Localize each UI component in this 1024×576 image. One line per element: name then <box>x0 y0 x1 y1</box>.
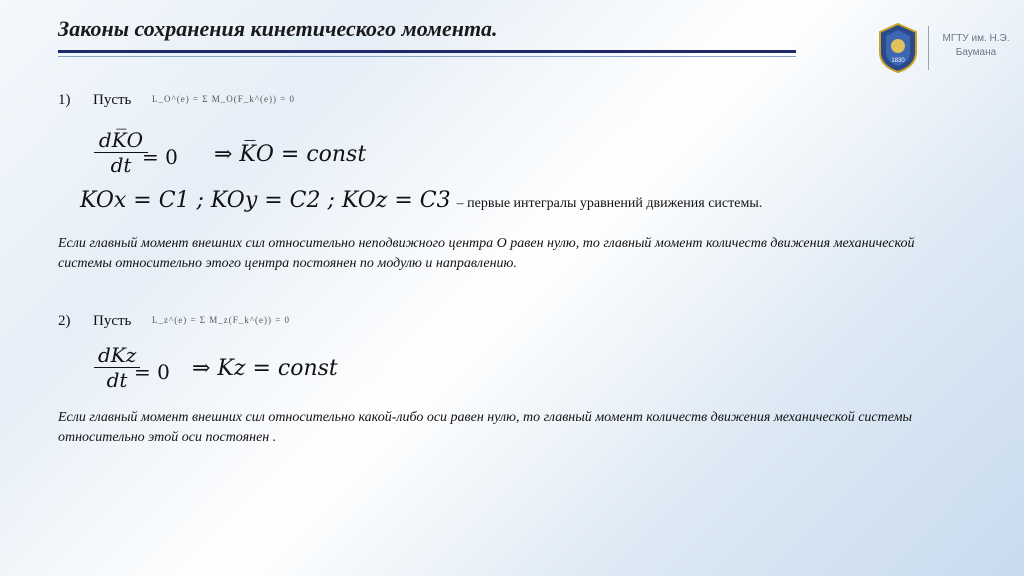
first-integrals-formula: KOx = C1 ; KOy = C2 ; KOz = C3 <box>80 188 451 213</box>
case-1-number: 1) <box>58 92 71 108</box>
institution-line-1: МГТУ им. Н.Э. <box>942 33 1010 44</box>
logo-divider <box>928 26 929 70</box>
case-2-number: 2) <box>58 313 71 329</box>
case-2-derivative-numerator: dKz <box>98 343 137 367</box>
case-1-derivative-denominator: dt <box>110 153 132 177</box>
case-2-implication: ⇒ Kz = const <box>192 356 338 381</box>
slide-title: Законы сохранения кинетического момента. <box>58 16 498 41</box>
case-1-derivative-numerator: dK̅O <box>98 128 144 152</box>
case-2-word: Пусть <box>93 313 132 329</box>
case-1-derivative <box>94 128 148 177</box>
university-emblem <box>876 22 920 74</box>
case-2-equals-zero: = 0 <box>134 360 170 384</box>
case-1-equals-zero: = 0 <box>142 145 178 169</box>
paragraph-2: Если главный момент внешних сил относительно какой-либо оси равен нулю, то главный момент количеств движения механической системы относительно этой оси постоянен . <box>58 410 913 445</box>
case-2-condition: L_z^(e) = Σ M_z(F_k^(e)) = 0 <box>152 315 291 325</box>
case-1-condition: L_O^(e) = Σ M_O(F_k^(e)) = 0 <box>152 94 296 104</box>
first-integrals-description: – первые интегралы уравнений движения системы. <box>456 196 763 211</box>
emblem-year: 1830 <box>891 58 905 64</box>
paragraph-1: Если главный момент внешних сил относительно неподвижного центра O равен нулю, то главный момент количеств движения механической системы относительно этого центра постоянен по модулю и направлению. <box>58 236 915 271</box>
institution-line-2: Баумана <box>955 47 997 58</box>
case-2-derivative-denominator: dt <box>106 368 128 392</box>
title-underline <box>58 50 796 53</box>
case-1-word: Пусть <box>93 92 132 108</box>
first-integrals <box>80 188 762 213</box>
case-1-implication: ⇒ K̅O = const <box>214 142 367 167</box>
institution-name <box>936 32 1016 60</box>
